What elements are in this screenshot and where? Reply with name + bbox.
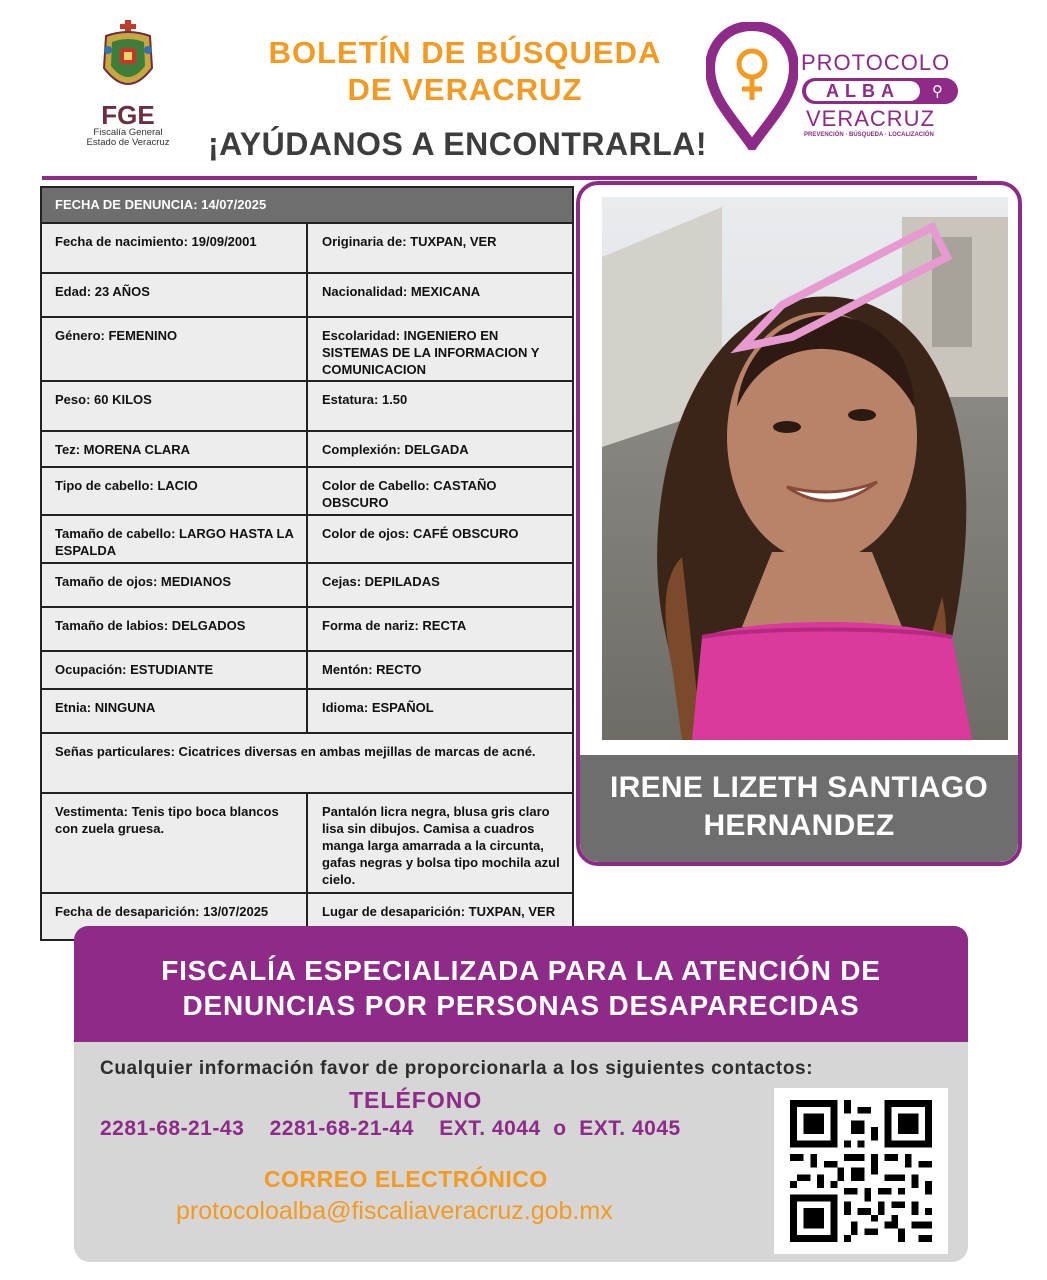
table-row — [42, 608, 572, 652]
alba-logo-pill — [802, 78, 958, 104]
contact-box — [74, 1042, 968, 1262]
phone-label: TELÉFONO — [349, 1087, 483, 1113]
table-row-distinguishing-marks — [42, 734, 572, 794]
ethnicity: Etnia: NINGUNA — [42, 690, 308, 732]
fge-logo — [72, 20, 184, 160]
lip-size: Tamaño de labios: DELGADOS — [42, 608, 308, 650]
missing-person-name — [580, 755, 1018, 862]
table-row-complaint-date — [42, 188, 572, 224]
table-row — [42, 652, 572, 690]
portrait-illustration — [602, 197, 1008, 740]
distinguishing-marks: Señas particulares: Cicatrices diversas en ambas mejillas de marcas de acné. — [55, 744, 536, 759]
complaint-date: FECHA DE DENUNCIA: 14/07/2025 — [55, 197, 267, 212]
height: Estatura: 1.50 — [322, 392, 408, 407]
missing-person-info-table — [40, 186, 574, 941]
alba-logo-word-protocolo: PROTOCOLO — [801, 50, 951, 75]
origin: Originaria de: TUXPAN, VER — [322, 234, 497, 249]
chin: Mentón: RECTO — [322, 662, 422, 677]
banner-line1: FISCALÍA ESPECIALIZADA PARA LA ATENCIÓN DE — [161, 955, 881, 986]
table-row — [42, 274, 572, 318]
missing-person-photo — [602, 197, 1008, 740]
name-line1: IRENE LIZETH SANTIAGO — [610, 771, 988, 804]
search-icon: ⚲ — [932, 83, 943, 100]
qr-code-icon — [790, 1100, 932, 1242]
contact-intro-text: Cualquier información favor de proporcionarla a los siguientes contactos: — [100, 1058, 814, 1079]
qr-code[interactable] — [774, 1088, 948, 1254]
alba-logo-word-alba: ALBA — [806, 81, 920, 101]
occupation: Ocupación: ESTUDIANTE — [42, 652, 308, 688]
clothing-details: Pantalón licra negra, blusa gris claro lisa sin dibujos. Camisa a cuadros manga larga amarrada a la circunta, gafas negras y bolsa tipo mochila azul cielo. — [322, 804, 560, 887]
hair-length: Tamaño de cabello: LARGO HASTA LA ESPALDA — [42, 516, 308, 562]
location-pin-female-icon — [706, 22, 798, 150]
email-label: CORREO ELECTRÓNICO — [264, 1166, 548, 1192]
weight: Peso: 60 KILOS — [42, 382, 308, 430]
table-row — [42, 318, 572, 382]
table-row — [42, 564, 572, 608]
bulletin-title-line2: DE VERACRUZ — [347, 72, 583, 107]
hair-color: Color de Cabello: CASTAÑO OBSCURO — [322, 478, 497, 510]
table-row — [42, 468, 572, 516]
table-row — [42, 516, 572, 564]
table-row — [42, 224, 572, 274]
eyebrows: Cejas: DEPILADAS — [322, 574, 440, 589]
photo-card — [576, 181, 1022, 866]
protocolo-alba-logo — [706, 22, 966, 152]
help-find-her-heading: ¡AYÚDANOS A ENCONTRARLA! — [207, 126, 708, 162]
email-link[interactable]: protocoloalba@fiscaliaveracruz.gob.mx — [176, 1197, 613, 1225]
table-row — [42, 382, 572, 432]
banner-line2: DENUNCIAS POR PERSONAS DESAPARECIDAS — [182, 990, 860, 1021]
language: Idioma: ESPAÑOL — [322, 700, 434, 715]
table-row — [42, 690, 572, 734]
alba-logo-tagline: PREVENCIÓN · BÚSQUEDA · LOCALIZACIÓN — [804, 132, 934, 138]
table-row-clothing — [42, 794, 572, 894]
nose-shape: Forma de nariz: RECTA — [322, 618, 467, 633]
header-divider — [42, 176, 977, 180]
build: Complexión: DELGADA — [322, 442, 469, 457]
eye-size: Tamaño de ojos: MEDIANOS — [42, 564, 308, 606]
fge-name-line1: Fiscalía General — [93, 127, 163, 138]
education: Escolaridad: INGENIERO EN SISTEMAS DE LA INFORMACION Y COMUNICACION — [322, 328, 540, 377]
disappearance-date: Fecha de desaparición: 13/07/2025 — [42, 894, 308, 939]
birth-date: Fecha de nacimiento: 19/09/2001 — [42, 224, 308, 272]
skin-tone: Tez: MORENA CLARA — [42, 432, 308, 466]
phone-numbers[interactable]: 2281-68-21-43 2281-68-21-44 EXT. 4044 o EXT. 4045 — [100, 1117, 681, 1140]
fiscalia-banner — [74, 926, 968, 1042]
veracruz-shield-icon — [96, 20, 160, 100]
clothing-shoes: Vestimenta: Tenis tipo boca blancos con zuela gruesa. — [42, 794, 308, 892]
fge-name-line2: Estado de Veracruz — [86, 137, 170, 148]
fge-abbreviation: FGE — [101, 100, 155, 130]
bulletin-title-line1: BOLETÍN DE BÚSQUEDA — [268, 35, 662, 70]
alba-logo-word-veracruz: VERACRUZ — [806, 106, 936, 131]
name-line2: HERNANDEZ — [703, 809, 895, 842]
table-row — [42, 432, 572, 468]
eye-color: Color de ojos: CAFÉ OBSCURO — [322, 526, 519, 541]
nationality: Nacionalidad: MEXICANA — [322, 284, 481, 299]
age: Edad: 23 AÑOS — [42, 274, 308, 316]
hair-type: Tipo de cabello: LACIO — [42, 468, 308, 514]
disappearance-place: Lugar de desaparición: TUXPAN, VER — [322, 904, 556, 919]
gender: Género: FEMENINO — [42, 318, 308, 380]
